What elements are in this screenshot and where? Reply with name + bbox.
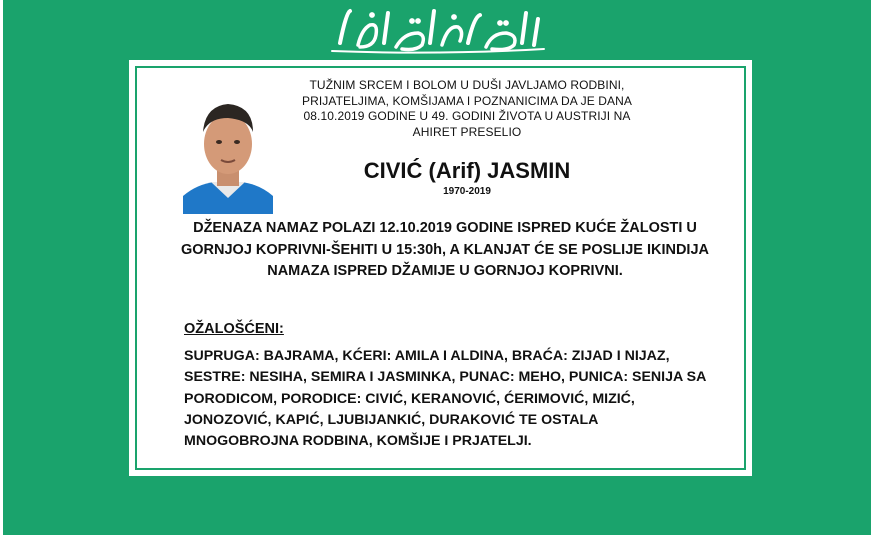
announcement-text: TUŽNIM SRCEM I BOLOM U DUŠI JAVLJAMO RODBINI, PRIJATELJIMA, KOMŠIJAMA I POZNANICIMA DA JE DANA 08.10.2019 GODINE U 49. GODINI ŽIVOTA U AUSTRIJI NA AHIRET PRESELIO: [302, 78, 632, 139]
notice-border: [135, 66, 746, 470]
deceased-photo: [183, 88, 273, 214]
mourners-heading: OŽALOŠĆENI:: [184, 321, 284, 337]
deceased-name: CIVIĆ (Arif) JASMIN: [363, 158, 571, 183]
arabic-calligraphy-header: [3, 0, 871, 58]
funeral-info: DŽENAZA NAMAZ POLAZI 12.10.2019 GODINE ISPRED KUĆE ŽALOSTI U GORNJOJ KOPRIVNI-ŠEHITI U 15:30h, A KLANJAT ĆE SE POSLIJE IKINDIJA NAMAZA ISPRED DŽAMIJE U GORNJOJ KOPRIVNI.: [180, 220, 709, 279]
notice-card: [129, 60, 752, 476]
life-years: 1970-2019: [443, 186, 491, 197]
calligraphy-icon: [322, 3, 552, 55]
mourners-list: SUPRUGA: BAJRAMA, KĆERI: AMILA I ALDINA, BRAĆA: ZIJAD I NIJAZ, SESTRE: NESIHA, SEMIRA I JASMINKA, PUNAC: MEHO, PUNICA: SENIJA SA PORODICOM, PORODICE: CIVIĆ, KERANOVIĆ, ĆERIMOVIĆ, MIZIĆ, JONOZOVIĆ, KAPIĆ, LJUBIJANKIĆ, DURAKOVIĆ TE OSTALA MNOGOBROJNA RODBINA, KOMŠIJE I PRJATELJI.: [184, 348, 706, 450]
obituary-page: [3, 0, 871, 535]
